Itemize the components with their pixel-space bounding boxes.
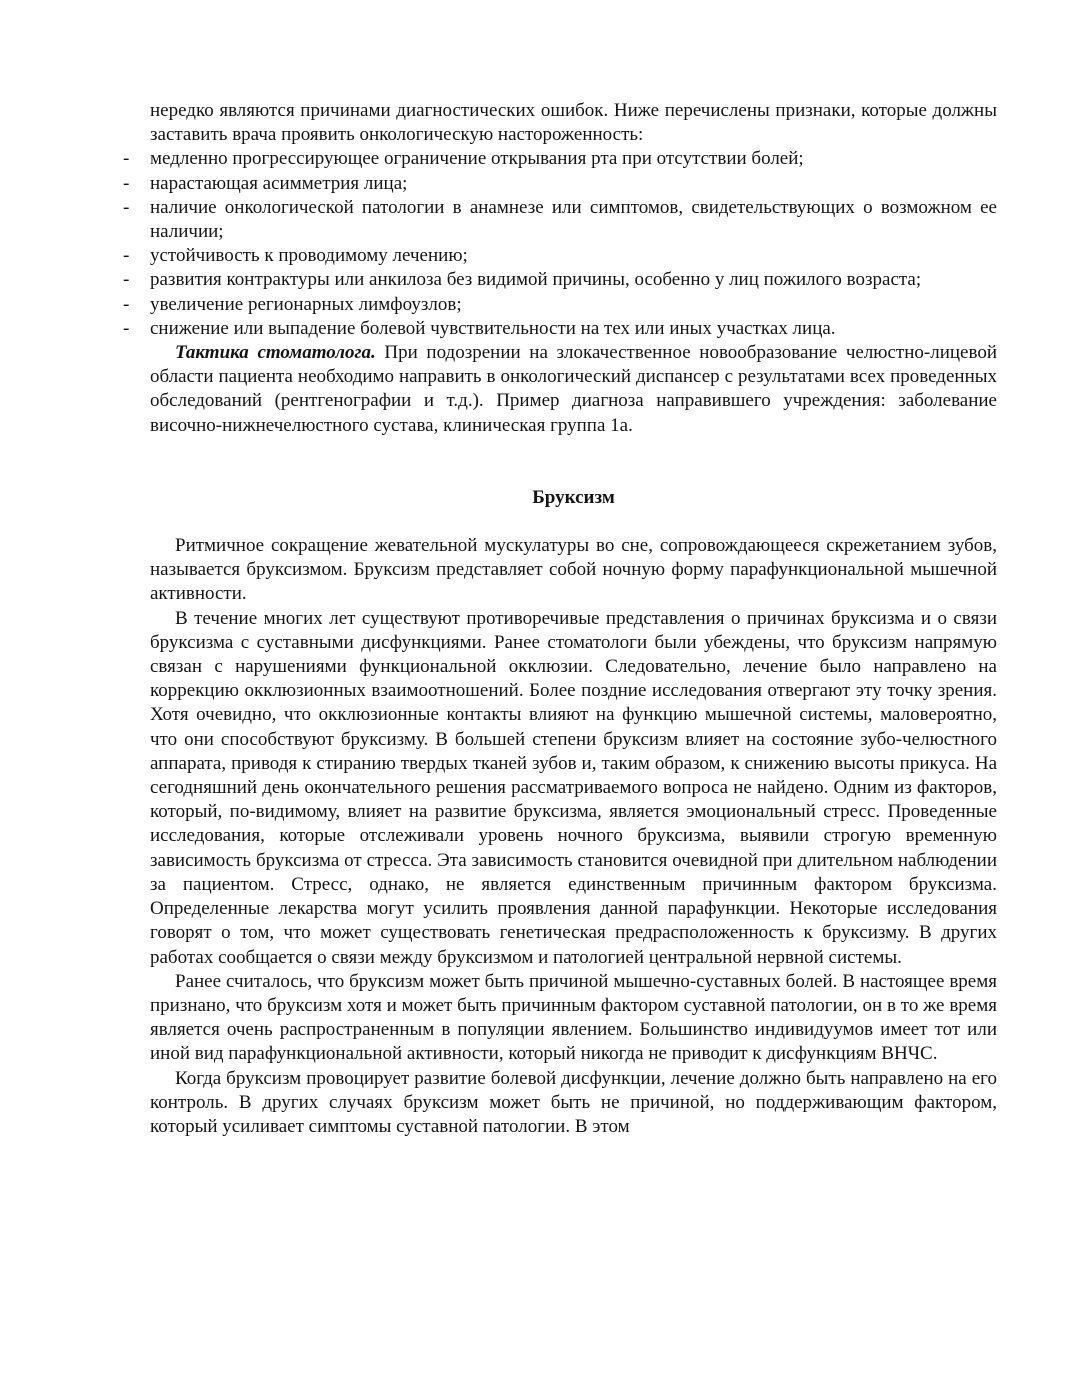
list-item — [123, 172, 997, 196]
bullet-dash: - — [123, 172, 130, 194]
bullet-dash: - — [123, 196, 130, 218]
list-item — [123, 196, 997, 244]
warning-signs-list — [123, 147, 997, 341]
body-paragraph: В течение многих лет существуют противоречивые представления о причинах бруксизма и о связи бруксизма с суставными дисфункциями. Ранее стоматологи были убеждены, что бруксизм напрямую связан с нарушениями функциональной окклюзии. Следовательно, лечение было направлено на коррекцию окклюзионных взаимоотношений. Более поздние исследования отвергают эту точку зрения. Хотя очевидно, что окклюзионные контакты влияют на функцию мышечной системы, маловероятно, что они способствуют бруксизму. В большей степени бруксизм влияет на состояние зубо-челюстного аппарата, приводя к стиранию твердых тканей зубов и, таким образом, к снижению высоты прикуса. На сегодняшний день окончательного решения рассматриваемого вопроса не найдено. Одним из факторов, который, по-видимому, влияет на развитие бруксизма, является эмоциональный стресс. Проведенные исследования, которые отслеживали уровень ночного бруксизма, выявили строгую временную зависимость бруксизма от стресса. Эта зависимость становится очевидной при длительном наблюдении за пациентом. Стресс, однако, не является единственным причинным фактором бруксизма. Определенные лекарства могут усилить проявления данной парафункции. Некоторые исследования говорят о том, что может существовать генетическая предрасположенность к бруксизму. В других работах сообщается о связи между бруксизмом и патологией центральной нервной системы. — [150, 607, 997, 968]
list-item — [123, 317, 997, 341]
tactic-paragraph — [150, 341, 997, 438]
body-paragraph: Когда бруксизм провоцирует развитие болевой дисфункции, лечение должно быть направлено на его контроль. В других случаях бруксизм может быть не причиной, но поддерживающим фактором, который усиливает симптомы суставной патологии. В этом — [150, 1067, 997, 1137]
list-item-text: увеличение регионарных лимфоузлов; — [150, 293, 462, 315]
bullet-dash: - — [123, 148, 130, 170]
document-page — [123, 99, 997, 1139]
section-heading: Бруксизм — [532, 486, 615, 508]
list-item — [123, 293, 997, 317]
list-item-text: развития контрактуры или анкилоза без видимой причины, особенно у лиц пожилого возраста; — [150, 269, 922, 291]
bullet-dash: - — [123, 245, 130, 267]
bullet-dash: - — [123, 317, 130, 339]
list-item-text: нарастающая асимметрия лица; — [150, 172, 408, 194]
tactic-title: Тактика стоматолога. — [175, 342, 376, 364]
intro-paragraph: нередко являются причинами диагностических ошибок. Ниже перечислены признаки, которые должны заставить врача проявить онкологическую настороженность: — [150, 100, 997, 146]
bullet-dash: - — [123, 293, 130, 315]
list-item-text: устойчивость к проводимому лечению; — [150, 245, 468, 267]
list-item — [123, 268, 997, 292]
bullet-dash: - — [123, 269, 130, 291]
list-item — [123, 244, 997, 268]
body-paragraph: Ранее считалось, что бруксизм может быть причиной мышечно-суставных болей. В настоящее время признано, что бруксизм хотя и может быть причинным фактором суставной патологии, он в то же время является очень распространенным в популяции явлением. Большинство индивидуумов имеет тот или иной вид парафункциональной активности, который никогда не приводит к дисфункциям ВНЧС. — [150, 970, 997, 1065]
list-item-text: снижение или выпадение болевой чувствительности на тех или иных участках лица. — [150, 317, 836, 339]
tactic-text: При подозрении на злокачественное новообразование челюстно-лицевой области пациента необходимо направить в онкологический диспансер с результатами всех проведенных обследований (рентгенографии и т.д.). Пример диагноза направившего учреждения: заболевание височно-нижнечелюстного сустава, клиническая группа 1а. — [150, 342, 997, 436]
list-item-text: наличие онкологической патологии в анамнезе или симптомов, свидетельствующих о возможном ее наличии; — [150, 196, 997, 243]
list-item — [123, 147, 997, 171]
list-item-text: медленно прогрессирующее ограничение открывания рта при отсутствии болей; — [150, 148, 804, 170]
body-paragraph: Ритмичное сокращение жевательной мускулатуры во сне, сопровождающееся скрежетанием зубов, называется бруксизмом. Бруксизм представляет собой ночную форму парафункциональной мышечной активности. — [150, 535, 997, 605]
